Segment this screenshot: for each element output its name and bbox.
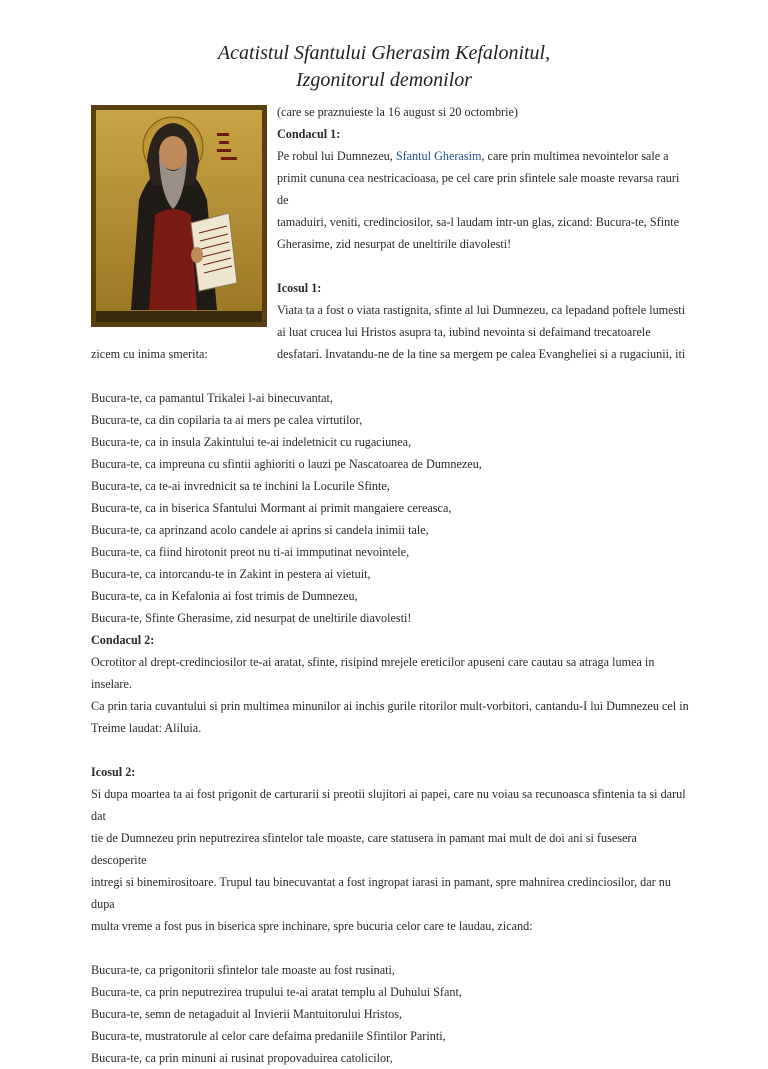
bucura-te-line: Bucura-te, ca prin minuni ai rusinat propovaduirea catolicilor,: [91, 1051, 393, 1065]
icos-1-line: desfatari. Invatandu-ne de la tine sa mergem pe calea Evangheliei si a rugaciunii, iti: [277, 347, 686, 361]
bucura-te-line: Bucura-te, semn de netagaduit al Invierii Mantuitorului Hristos,: [91, 1007, 403, 1021]
feast-note: (care se praznuieste la 16 august si 20 octombrie): [277, 105, 518, 119]
bucura-te-line: Bucura-te, ca aprinzand acolo candele ai aprins si candela inimii tale,: [91, 523, 429, 537]
bucura-te-line: Bucura-te, ca prigonitorii sfintelor tale moaste au fost rusinati,: [91, 963, 395, 977]
saint-icon-image: [91, 105, 267, 327]
saint-gherasim-icon: [91, 105, 267, 327]
condac-1-line: tamaduiri, veniti, credinciosilor, sa-l laudam intr-un glas, zicand: Bucura-te, Sfinte: [277, 215, 680, 229]
condac-1-text-after-link: , care prin multimea nevointelor sale a: [481, 149, 669, 163]
icos-2-line: multa vreme a fost pus in biserica spre inchinare, spre bucuria celor care te laudau, zicand:: [91, 919, 533, 933]
icos-2-line: tie de Dumnezeu prin neputrezirea sfintelor tale moaste, care statusera in pamant mai mult de doi ani si fusesera descoperite: [91, 831, 637, 867]
condac-1-line: primit cununa cea nestricacioasa, pe cel care prin sfintele sale moaste revarsa rauri de: [277, 171, 680, 207]
condac-2-line: Ocrotitor al drept-credinciosilor te-ai aratat, sfinte, risipind mrejele ereticilor apuseni care cautau sa atraga lumea in inselare.: [91, 655, 655, 691]
title-line-1: Acatistul Sfantului Gherasim Kefalonitul,: [217, 42, 551, 64]
condac-1-first-line: [277, 145, 687, 167]
icos-2-line: intregi si binemirositoare. Trupul tau binecuvantat a fost ingropat iarasi in pamant, spre mahnirea credinciosilor, dar nu dupa: [91, 875, 671, 911]
bucura-te-line: Bucura-te, ca intorcandu-te in Zakint in pestera ai vietuit,: [91, 567, 371, 581]
icos-2-heading: Icosul 2:: [91, 765, 136, 779]
icos-2-line: Si dupa moartea ta ai fost prigonit de carturarii si preotii slujitori ai papei, care nu voiau sa recunoasca sfintenia ta si darul dat: [91, 787, 686, 823]
bucura-te-line: Bucura-te, ca te-ai invrednicit sa te inchini la Locurile Sfinte,: [91, 479, 390, 493]
condac-1-text-start: Pe robul lui Dumnezeu,: [277, 149, 396, 163]
bucura-te-line: Bucura-te, Sfinte Gherasime, zid nesurpat de uneltirile diavolesti!: [91, 611, 412, 625]
bucura-te-line: Bucura-te, ca impreuna cu sfintii aghioriti o lauzi pe Nascatoarea de Dumnezeu,: [91, 457, 482, 471]
main-text-block: [91, 343, 691, 1069]
bucura-te-line: Bucura-te, ca in insula Zakintului te-ai indeletnicit cu rugaciunea,: [91, 435, 412, 449]
bucura-te-line: Bucura-te, ca in biserica Sfantului Mormant ai primit mangaiere cereasca,: [91, 501, 452, 515]
document-title: [0, 40, 768, 94]
condac-1-line: Gherasime, zid nesurpat de uneltirile diavolesti!: [277, 237, 512, 251]
condac-1-heading: Condacul 1:: [277, 127, 341, 141]
icos-1-line: Viata ta a fost o viata rastignita, sfinte al lui Dumnezeu, ca lepadand poftele lumesti: [277, 303, 686, 317]
bucura-te-line: Bucura-te, ca din copilaria ta ai mers pe calea virtutilor,: [91, 413, 363, 427]
icos-1-heading: Icosul 1:: [277, 281, 322, 295]
bucura-te-line: Bucura-te, mustratorule al celor care defaima predaniile Sfintilor Parinti,: [91, 1029, 446, 1043]
bucura-te-line: Bucura-te, ca pamantul Trikalei l-ai binecuvantat,: [91, 391, 333, 405]
condac-2-heading: Condacul 2:: [91, 633, 155, 647]
icos-1-line: ai luat crucea lui Hristos asupra ta, iubind nevointa si defaimand trecatoarele: [277, 325, 651, 339]
intro-column: [277, 101, 687, 365]
condac-2-line: Treime laudat: Aliluia.: [91, 721, 202, 735]
bucura-te-line: Bucura-te, ca prin neputrezirea trupului te-ai aratat templu al Duhului Sfant,: [91, 985, 462, 999]
bucura-te-line: Bucura-te, ca fiind hirotonit preot nu ti-ai immputinat nevointele,: [91, 545, 410, 559]
condac-2-line: Ca prin taria cuvantului si prin multimea minunilor ai inchis gurile ritorilor mult-vorbitori, cantandu-I lui Dumnezeu cel in: [91, 699, 689, 713]
icos-1-line-end: zicem cu inima smerita:: [91, 347, 208, 361]
saint-gherasim-link[interactable]: Sfantul Gherasim: [395, 149, 482, 163]
bucura-te-line: Bucura-te, ca in Kefalonia ai fost trimis de Dumnezeu,: [91, 589, 358, 603]
title-line-2: Izgonitorul demonilor: [295, 69, 473, 91]
